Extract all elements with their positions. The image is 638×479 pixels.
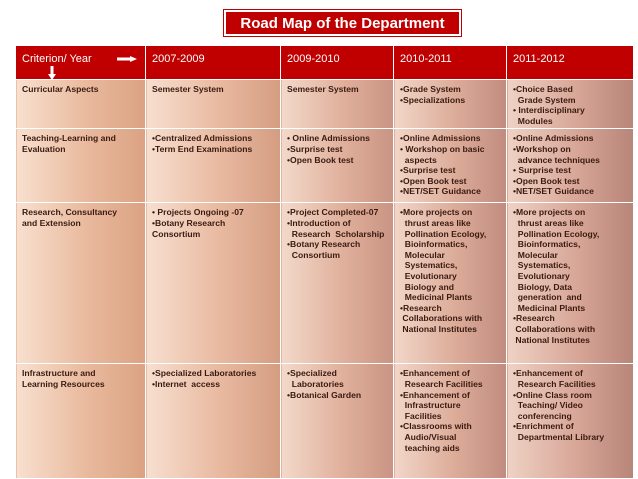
cell-line: advance techniques [513, 154, 600, 165]
table-cell [281, 80, 394, 129]
cell-line: Molecular [400, 249, 445, 260]
cell-line: •Choice Based [513, 84, 573, 94]
column-header-year: 2010-2011 [394, 46, 507, 80]
cell-line: Systematics, [513, 260, 571, 271]
cell-line: •Introduction of [287, 217, 351, 228]
cell-line: •Enhancement of [513, 368, 583, 379]
cell-line: Evolutionary [400, 270, 457, 281]
cell-line: •Open Book test [287, 154, 354, 165]
cell-line: Laboratories [287, 378, 344, 389]
cell-line: thrust areas like [513, 217, 584, 228]
arrow-down-icon [48, 66, 56, 80]
cell-line: •Open Book test [400, 175, 467, 186]
cell-line: •Classrooms with [400, 421, 472, 432]
table-cell [394, 364, 507, 479]
cell-line: Curricular Aspects [22, 84, 99, 94]
cell-line: Learning Resources [22, 378, 105, 389]
cell-line: Facilities [400, 410, 442, 421]
column-header-year: 2007-2009 [146, 46, 281, 80]
cell-line: Audio/Visual [400, 431, 457, 442]
table-row [16, 203, 634, 364]
table-cell [281, 129, 394, 203]
cell-line: Molecular [513, 249, 558, 260]
cell-line: •Online Admissions [400, 133, 481, 144]
table-cell [281, 364, 394, 479]
cell-line: •Online Admissions [513, 133, 594, 144]
cell-line: aspects [400, 154, 437, 165]
cell-line: •Botanical Garden [287, 389, 362, 400]
cell-line: • Interdisciplinary [513, 105, 585, 116]
cell-line: Infrastructure [400, 400, 461, 411]
cell-line: •Specialized [287, 368, 337, 379]
cell-line: •Surprise test [287, 143, 343, 154]
cell-line: Biology, Data [513, 281, 573, 292]
cell-line: Collaborations with [513, 323, 596, 334]
cell-line: Evolutionary [513, 270, 570, 281]
table-row [16, 364, 634, 479]
criterion-cell [16, 364, 146, 479]
table-cell [281, 203, 394, 364]
cell-line: teaching aids [400, 442, 460, 453]
table-row [16, 80, 634, 129]
cell-line: Consortium [287, 249, 340, 260]
cell-line: Semester System [287, 84, 359, 94]
cell-line: • Online Admissions [287, 133, 370, 144]
cell-line: •Internet access [152, 378, 220, 389]
cell-line: National Institutes [400, 323, 477, 334]
arrow-right-icon [117, 56, 137, 62]
cell-line: Semester System [152, 84, 224, 94]
cell-line: •Open Book test [513, 175, 580, 186]
cell-line: •Project Completed-07 [287, 207, 379, 218]
table-cell [394, 129, 507, 203]
cell-line: • Surprise test [513, 165, 571, 176]
cell-line: •Online Class room [513, 389, 592, 400]
cell-line: Biology and [400, 281, 454, 292]
cell-line: Medicinal Plants [513, 302, 586, 313]
cell-line: National Institutes [513, 334, 590, 345]
cell-line: Bioinformatics, [513, 239, 581, 250]
column-header-year: 2009-2010 [281, 46, 394, 80]
cell-line: •Enhancement of [400, 368, 470, 379]
criterion-cell [16, 80, 146, 129]
cell-line: •More projects on [400, 207, 473, 218]
cell-line: •NET/SET Guidance [513, 186, 594, 197]
table-cell [146, 80, 281, 129]
cell-line: •Botany Research [287, 239, 361, 250]
cell-line: •Centralized Admissions [152, 133, 253, 144]
cell-line: Bioinformatics, [400, 239, 468, 250]
cell-line: •Grade System [400, 84, 461, 94]
cell-line: Evaluation [22, 143, 66, 154]
column-header-criterion [16, 46, 146, 80]
cell-line: • Projects Ongoing -07 [152, 207, 244, 218]
cell-line: Teaching-Learning and [22, 133, 116, 144]
cell-line: Infrastructure and [22, 368, 96, 379]
cell-line: •Surprise test [400, 165, 456, 176]
table-cell [146, 364, 281, 479]
table-cell [507, 129, 634, 203]
cell-line: •Research [513, 313, 555, 324]
cell-line: Pollination Ecology, [400, 228, 487, 239]
cell-line: •Enhancement of [400, 389, 470, 400]
table-cell [394, 203, 507, 364]
road-map-table [15, 45, 634, 479]
cell-line: generation and [513, 292, 582, 303]
cell-line: Collaborations with [400, 313, 483, 324]
cell-line: Teaching/ Video [513, 400, 583, 411]
criterion-cell [16, 129, 146, 203]
cell-line: Research Scholarship [287, 228, 385, 239]
cell-line: Pollination Ecology, [513, 228, 600, 239]
cell-line: Research, Consultancy [22, 207, 118, 218]
cell-line: •Specializations [400, 94, 466, 105]
cell-line: •Botany Research [152, 217, 226, 228]
cell-line: •Enrichment of [513, 421, 574, 432]
table-cell [394, 80, 507, 129]
cell-line: Consortium [152, 228, 201, 239]
cell-line: •More projects on [513, 207, 586, 218]
cell-line: and Extension [22, 217, 81, 228]
column-header-year: 2011-2012 [507, 46, 634, 80]
cell-line: •Workshop on [513, 143, 571, 154]
cell-line: • Workshop on basic [400, 143, 485, 154]
cell-line: conferencing [513, 410, 572, 421]
table-cell [146, 129, 281, 203]
page-title: Road Map of the Department [224, 10, 461, 36]
cell-line: Modules [513, 115, 553, 126]
table-cell [146, 203, 281, 364]
cell-line: Research Facilities [513, 378, 596, 389]
table-cell [507, 203, 634, 364]
cell-line: •Specialized Laboratories [152, 368, 257, 379]
table-cell [507, 364, 634, 479]
criterion-cell [16, 203, 146, 364]
cell-line: •Research [400, 302, 442, 313]
cell-line: •Term End Examinations [152, 143, 253, 154]
table-row [16, 129, 634, 203]
table-cell [507, 80, 634, 129]
cell-line: Research Facilities [400, 378, 483, 389]
cell-line: thrust areas like [400, 217, 471, 228]
cell-line: Grade System [513, 94, 576, 105]
cell-line: Medicinal Plants [400, 292, 473, 303]
column-header-label: Criterion/ Year [22, 53, 92, 65]
cell-line: •NET/SET Guidance [400, 186, 481, 197]
table-header-row [16, 46, 634, 80]
cell-line: Departmental Library [513, 431, 605, 442]
cell-line: Systematics, [400, 260, 458, 271]
